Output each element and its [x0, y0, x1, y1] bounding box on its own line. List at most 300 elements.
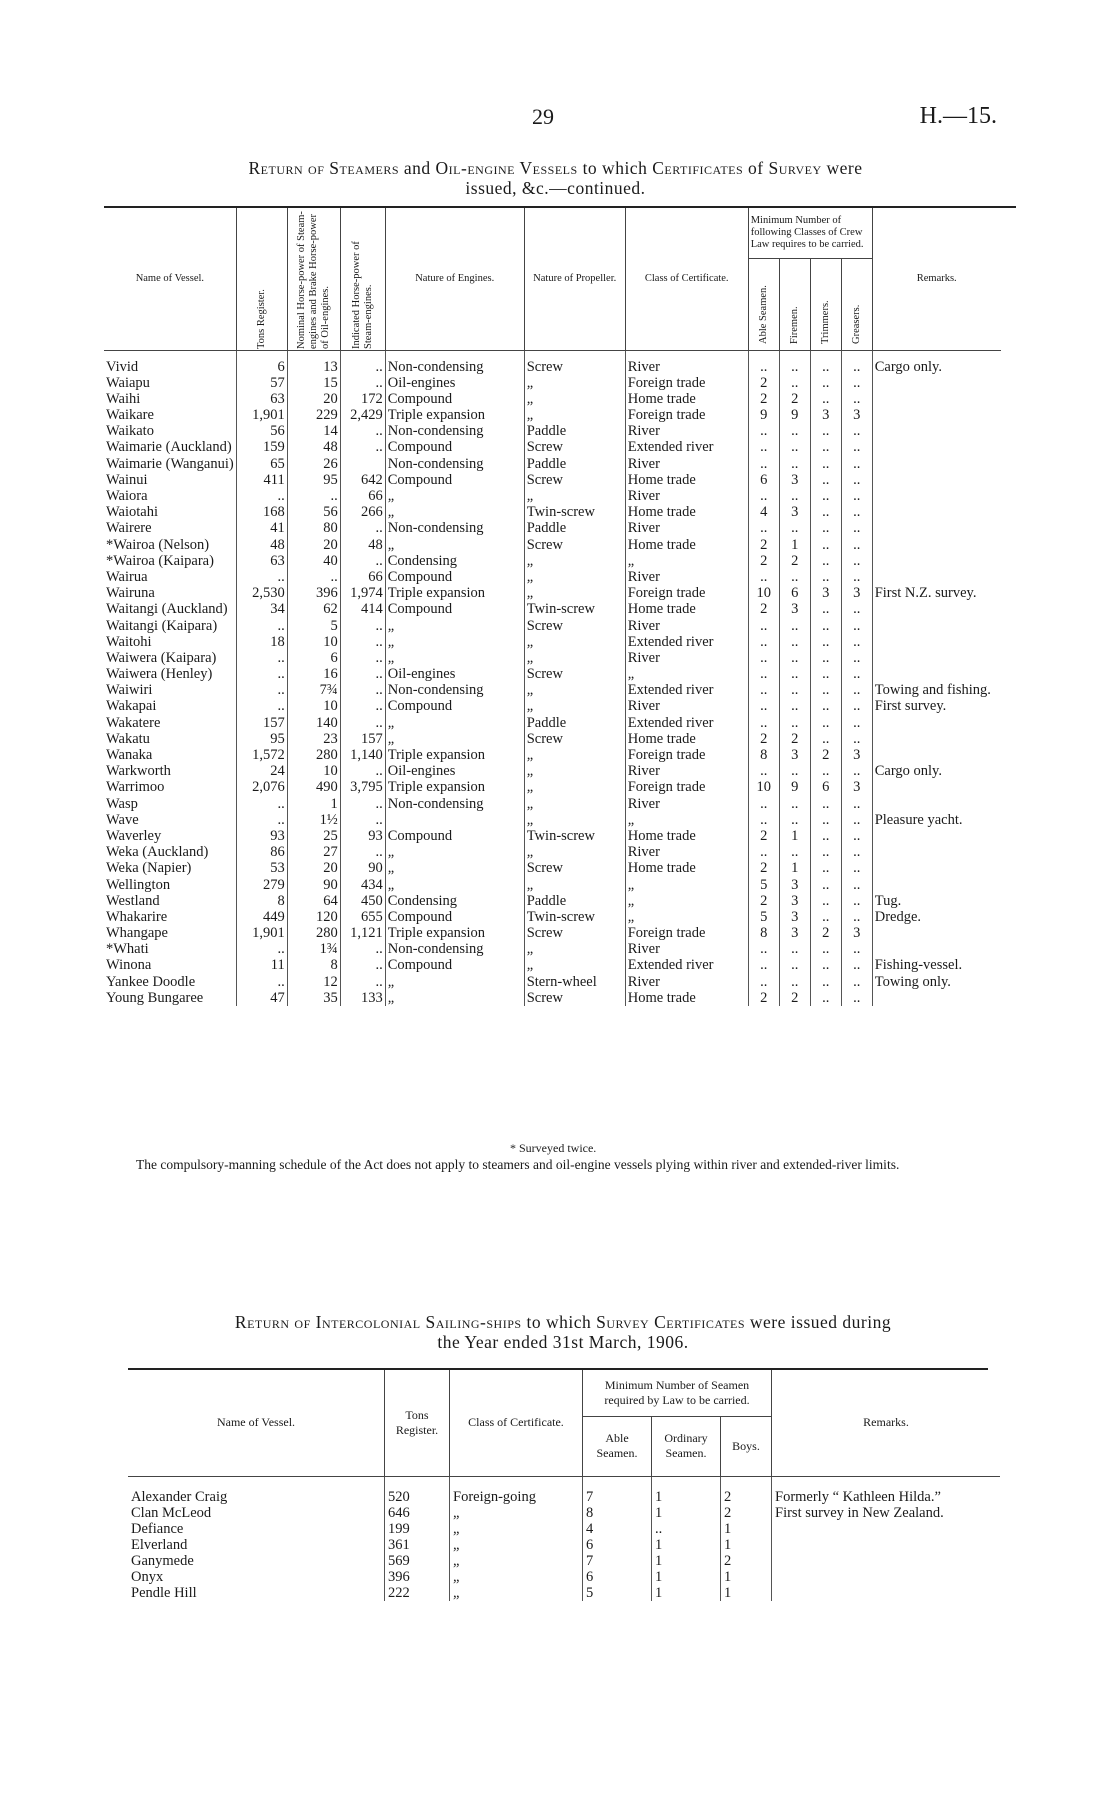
table-row: [104, 439, 1001, 455]
table-cell: Non-condensing: [385, 796, 524, 812]
table-cell: ..: [236, 682, 287, 698]
table-cell: Non-condensing: [385, 941, 524, 957]
table-cell: ..: [236, 569, 287, 585]
table-cell: ..: [841, 941, 872, 957]
table-cell: Waitangi (Auckland): [106, 601, 228, 618]
table-cell: „: [385, 504, 524, 520]
table-cell: ..: [652, 1521, 721, 1537]
table-cell: „: [524, 650, 625, 666]
table-cell: 450: [340, 893, 385, 909]
col-name: Name of Vessel.: [128, 1370, 385, 1476]
table-cell: [872, 537, 1001, 553]
table-cell: Home trade: [625, 731, 748, 747]
table-row: [104, 796, 1001, 812]
table-cell: 90: [287, 877, 340, 893]
table-cell: 655: [340, 909, 385, 925]
table-cell: Non-condensing: [385, 520, 524, 536]
table-cell: Condensing: [385, 553, 524, 569]
title-part: Return of Steamers: [248, 158, 399, 178]
table-cell: Screw: [524, 618, 625, 634]
table-cell: 2: [748, 860, 779, 876]
table-cell: „: [524, 812, 625, 828]
table-cell: ..: [810, 877, 841, 893]
table-cell: ..: [748, 957, 779, 973]
table-cell: 2: [779, 391, 810, 407]
table-cell: Triple expansion: [385, 747, 524, 763]
table-cell: ..: [810, 909, 841, 925]
table-cell: Young Bungaree: [106, 989, 204, 1006]
table-cell: ..: [748, 698, 779, 714]
table-cell: [872, 860, 1001, 876]
table-cell: 23: [287, 731, 340, 747]
table-cell: 8: [287, 957, 340, 973]
table-cell: Home trade: [625, 472, 748, 488]
table-cell: ..: [340, 796, 385, 812]
table-cell: ..: [340, 682, 385, 698]
table-row: [128, 1553, 1000, 1569]
table-cell: „: [450, 1521, 583, 1537]
table-cell: First survey.: [872, 698, 1001, 714]
table-cell: [872, 828, 1001, 844]
table-cell: Compound: [385, 439, 524, 455]
col-ordinary: Ordinary Seamen.: [652, 1416, 721, 1476]
table-cell: Home trade: [625, 601, 748, 617]
table-cell: ..: [340, 666, 385, 682]
table-cell: „: [385, 634, 524, 650]
table-cell: „: [385, 715, 524, 731]
table-cell: Oil-engines: [385, 375, 524, 391]
table-cell: ..: [340, 439, 385, 455]
table-cell: „: [385, 618, 524, 634]
table-cell: ..: [841, 520, 872, 536]
table-row: [104, 731, 1001, 747]
table-cell: Extended river: [625, 715, 748, 731]
table-cell: ..: [841, 553, 872, 569]
table-cell: Extended river: [625, 439, 748, 455]
table-cell: 9: [779, 407, 810, 423]
table-cell: ..: [841, 504, 872, 520]
table-cell: 3: [841, 925, 872, 941]
table-cell: River: [625, 844, 748, 860]
table-cell: 569: [385, 1553, 450, 1569]
table-cell: 1: [721, 1521, 772, 1537]
table-cell: 1: [721, 1569, 772, 1585]
table-cell: ..: [779, 350, 810, 375]
table-cell: „: [385, 844, 524, 860]
table-cell: [772, 1585, 1001, 1601]
sailing-body: [128, 1476, 1000, 1601]
table-cell: Non-condensing: [385, 456, 524, 472]
table-cell: Waiotahi: [106, 504, 158, 521]
table-row: [104, 504, 1001, 520]
table-row: [104, 472, 1001, 488]
table-cell: ..: [340, 350, 385, 375]
table-cell: 86: [236, 844, 287, 860]
table-cell: 1: [721, 1585, 772, 1601]
table-cell: „: [385, 731, 524, 747]
steamers-body: [104, 350, 1001, 1006]
table-cell: ..: [841, 763, 872, 779]
table-cell: Foreign trade: [625, 585, 748, 601]
table-cell: Foreign-going: [450, 1476, 583, 1505]
table-cell: ..: [841, 909, 872, 925]
table-cell: ..: [340, 957, 385, 973]
table-cell: ..: [340, 423, 385, 439]
table-cell: [872, 844, 1001, 860]
table-cell: Compound: [385, 569, 524, 585]
table-cell: 2,429: [340, 407, 385, 423]
table-cell: ..: [810, 974, 841, 990]
col-able: Able Seamen.: [748, 258, 779, 350]
title-part: of: [748, 158, 764, 178]
table-cell: „: [385, 877, 524, 893]
table-row: [104, 350, 1001, 375]
table-cell: Stern-wheel: [524, 974, 625, 990]
table-cell: [872, 779, 1001, 795]
title-part: were: [826, 158, 863, 178]
table-cell: [872, 634, 1001, 650]
col-propeller: Nature of Propeller.: [524, 208, 625, 350]
table-cell: Home trade: [625, 537, 748, 553]
table-cell: 157: [236, 715, 287, 731]
table-cell: „: [524, 569, 625, 585]
table-cell: 3: [810, 407, 841, 423]
table-cell: „: [524, 553, 625, 569]
table-cell: 159: [236, 439, 287, 455]
table-row: [104, 812, 1001, 828]
table-cell: ..: [779, 520, 810, 536]
table-cell: Extended river: [625, 634, 748, 650]
table-cell: 1¾: [287, 941, 340, 957]
table-cell: ..: [810, 439, 841, 455]
table-cell: ..: [810, 537, 841, 553]
table-cell: ..: [841, 650, 872, 666]
table-cell: 3: [841, 779, 872, 795]
table-cell: Compound: [385, 698, 524, 714]
table-cell: „: [385, 488, 524, 504]
table-cell: 20: [287, 537, 340, 553]
table-cell: Pleasure yacht.: [872, 812, 1001, 828]
table-row: [104, 941, 1001, 957]
table-cell: [872, 796, 1001, 812]
table-cell: ..: [236, 666, 287, 682]
table-cell: Screw: [524, 537, 625, 553]
table-cell: River: [625, 520, 748, 536]
table-cell: ..: [340, 650, 385, 666]
table-cell: 26: [287, 456, 340, 472]
table-cell: River: [625, 698, 748, 714]
table-cell: [872, 747, 1001, 763]
table-cell: Waiwera (Henley): [106, 666, 213, 683]
manning-note: The compulsory-manning schedule of the Act does not apply to steamers and oil-engine vessels plying within river and extended-river limits.: [136, 1157, 900, 1172]
table-cell: 3: [841, 747, 872, 763]
table-cell: [872, 423, 1001, 439]
table-cell: Screw: [524, 860, 625, 876]
table-row: [104, 974, 1001, 990]
table-cell: [340, 456, 385, 472]
table-cell: Wasp: [106, 795, 138, 812]
table-row: [104, 488, 1001, 504]
table-cell: Whangape: [106, 925, 168, 942]
table-cell: ..: [810, 844, 841, 860]
table-cell: ..: [841, 472, 872, 488]
table-cell: 57: [236, 375, 287, 391]
table-cell: ..: [841, 828, 872, 844]
table-cell: Twin-screw: [524, 504, 625, 520]
table-cell: Wairuna: [106, 585, 155, 602]
table-cell: River: [625, 796, 748, 812]
table-cell: 2: [748, 601, 779, 617]
table-cell: 2: [779, 731, 810, 747]
table-cell: Wairere: [106, 520, 152, 537]
table-cell: [772, 1553, 1001, 1569]
page-reference: H.—15.: [919, 103, 997, 129]
table-cell: 10: [287, 634, 340, 650]
table-cell: ..: [810, 601, 841, 617]
table-cell: 16: [287, 666, 340, 682]
table-cell: 2: [748, 893, 779, 909]
table-cell: Waitangi (Kaipara): [106, 617, 218, 634]
table-cell: 3: [779, 747, 810, 763]
table-cell: 12: [287, 974, 340, 990]
table-cell: 27: [287, 844, 340, 860]
table-cell: 66: [340, 488, 385, 504]
table-cell: 646: [385, 1505, 450, 1521]
table-row: [104, 747, 1001, 763]
table-cell: Compound: [385, 909, 524, 925]
table-cell: 434: [340, 877, 385, 893]
table-cell: 2: [748, 731, 779, 747]
table-cell: 172: [340, 391, 385, 407]
table-cell: ..: [810, 957, 841, 973]
table-cell: Waiwera (Kaipara): [106, 649, 217, 666]
table-cell: 3: [779, 909, 810, 925]
table-cell: ..: [748, 974, 779, 990]
table-cell: Waitohi: [106, 633, 152, 650]
table-cell: River: [625, 423, 748, 439]
table-cell: ..: [841, 537, 872, 553]
table-cell: 414: [340, 601, 385, 617]
table-cell: ..: [779, 796, 810, 812]
table-cell: 3,795: [340, 779, 385, 795]
table-cell: 3: [810, 585, 841, 601]
table-cell: „: [524, 585, 625, 601]
table-cell: 396: [385, 1569, 450, 1585]
table-cell: Paddle: [524, 715, 625, 731]
table-cell: ..: [748, 763, 779, 779]
table-cell: Paddle: [524, 893, 625, 909]
col-engines: Nature of Engines.: [385, 208, 524, 350]
table-cell: ..: [841, 439, 872, 455]
table-cell: ..: [810, 423, 841, 439]
table-row: [104, 893, 1001, 909]
table-cell: ..: [810, 350, 841, 375]
title-part: were issued during: [749, 1312, 892, 1332]
table-cell: ..: [810, 650, 841, 666]
sailing-title: [133, 1312, 993, 1352]
table-cell: ..: [841, 350, 872, 375]
table-cell: Twin-screw: [524, 601, 625, 617]
table-cell: Onyx: [131, 1568, 164, 1585]
table-cell: ..: [841, 618, 872, 634]
table-cell: Twin-screw: [524, 828, 625, 844]
table-cell: ..: [810, 698, 841, 714]
col-trimmers: Trimmers.: [810, 258, 841, 350]
table-cell: „: [524, 747, 625, 763]
table-cell: 6: [748, 472, 779, 488]
table-cell: 396: [287, 585, 340, 601]
table-cell: Triple expansion: [385, 585, 524, 601]
table-row: [104, 682, 1001, 698]
table-row: [104, 860, 1001, 876]
table-cell: „: [524, 957, 625, 973]
table-cell: ..: [748, 350, 779, 375]
table-cell: Towing and fishing.: [872, 682, 1001, 698]
table-row: [128, 1476, 1000, 1505]
table-cell: 1: [779, 828, 810, 844]
table-cell: [385, 812, 524, 828]
table-cell: ..: [841, 375, 872, 391]
table-cell: ..: [748, 488, 779, 504]
col-remarks: Remarks.: [872, 208, 1001, 350]
table-cell: 1: [779, 537, 810, 553]
table-cell: „: [450, 1569, 583, 1585]
table-cell: 279: [236, 877, 287, 893]
table-cell: „: [625, 893, 748, 909]
table-cell: Wanaka: [106, 747, 153, 763]
table-cell: Paddle: [524, 520, 625, 536]
table-cell: 34: [236, 601, 287, 617]
table-cell: Non-condensing: [385, 423, 524, 439]
table-cell: „: [450, 1505, 583, 1521]
sailing-table: [128, 1370, 1000, 1601]
table-cell: ..: [810, 763, 841, 779]
table-cell: Condensing: [385, 893, 524, 909]
table-cell: „: [385, 650, 524, 666]
table-cell: ..: [236, 698, 287, 714]
table-cell: „: [450, 1537, 583, 1553]
table-cell: ..: [841, 957, 872, 973]
table-cell: ..: [810, 569, 841, 585]
table-cell: Cargo only.: [872, 350, 1001, 375]
col-tons: Tons Register.: [236, 208, 287, 350]
table-cell: ..: [779, 715, 810, 731]
table-cell: „: [625, 812, 748, 828]
table-cell: 8: [748, 925, 779, 941]
table-cell: ..: [841, 860, 872, 876]
table-cell: River: [625, 941, 748, 957]
table-cell: ..: [236, 488, 287, 504]
title-part: to which: [526, 1312, 592, 1332]
table-cell: „: [524, 682, 625, 698]
col-nominal: Nominal Horse-power of Steam-engines and Brake Horse-power of Oil-engines.: [287, 208, 340, 350]
table-cell: ..: [841, 796, 872, 812]
table-cell: 133: [340, 990, 385, 1006]
table-cell: ..: [841, 990, 872, 1006]
table-cell: Wellington: [106, 876, 171, 893]
table-cell: 3: [779, 877, 810, 893]
table-cell: 13: [287, 350, 340, 375]
table-cell: Defiance: [131, 1520, 184, 1537]
table-cell: Wakatu: [106, 730, 150, 747]
table-cell: 53: [236, 860, 287, 876]
table-cell: Waiora: [106, 488, 148, 504]
table-cell: 1: [652, 1553, 721, 1569]
title-part: Oil-engine Vessels: [435, 158, 578, 178]
table-cell: Oil-engines: [385, 763, 524, 779]
table-cell: „: [625, 553, 748, 569]
table-cell: ..: [748, 715, 779, 731]
table-cell: 222: [385, 1585, 450, 1601]
table-cell: 35: [287, 990, 340, 1006]
table-cell: ..: [236, 812, 287, 828]
table-cell: Warrimoo: [106, 779, 165, 796]
table-row: [128, 1505, 1000, 1521]
col-greasers: Greasers.: [841, 258, 872, 350]
table-cell: 3: [841, 407, 872, 423]
table-cell: „: [524, 844, 625, 860]
table-cell: [872, 618, 1001, 634]
table-cell: Screw: [524, 350, 625, 375]
table-row: [104, 877, 1001, 893]
table-cell: [872, 569, 1001, 585]
table-cell: [872, 666, 1001, 682]
table-cell: 2: [779, 990, 810, 1006]
table-cell: Triple expansion: [385, 779, 524, 795]
table-row: [104, 666, 1001, 682]
table-cell: Foreign trade: [625, 779, 748, 795]
table-cell: ..: [810, 391, 841, 407]
table-cell: 7¾: [287, 682, 340, 698]
table-row: [104, 601, 1001, 617]
table-cell: 1: [779, 860, 810, 876]
table-row: [104, 844, 1001, 860]
table-cell: Screw: [524, 990, 625, 1006]
table-cell: Towing only.: [872, 974, 1001, 990]
table-cell: 10: [748, 585, 779, 601]
table-cell: Wainui: [106, 471, 148, 488]
title-part: Return of Intercolonial Sailing-ships: [234, 1312, 522, 1332]
table-cell: ..: [340, 634, 385, 650]
table-cell: 361: [385, 1537, 450, 1553]
table-cell: Pendle Hill: [131, 1584, 197, 1601]
table-cell: ..: [779, 698, 810, 714]
table-cell: 490: [287, 779, 340, 795]
table-cell: ..: [841, 488, 872, 504]
table-cell: [872, 925, 1001, 941]
table-row: [104, 925, 1001, 941]
table-cell: Home trade: [625, 828, 748, 844]
table-cell: Waverley: [106, 827, 162, 844]
table-cell: ..: [810, 375, 841, 391]
table-cell: 5: [748, 877, 779, 893]
col-name: Name of Vessel.: [104, 208, 236, 350]
table-cell: Non-condensing: [385, 350, 524, 375]
table-cell: 47: [236, 990, 287, 1006]
table-cell: ..: [236, 941, 287, 957]
page-number: 29: [532, 104, 554, 129]
table-cell: 2: [748, 553, 779, 569]
table-cell: „: [385, 990, 524, 1006]
table-cell: 7: [583, 1476, 652, 1505]
title-part: Survey: [768, 158, 822, 178]
table-cell: „: [524, 488, 625, 504]
table-cell: ..: [340, 553, 385, 569]
table-cell: ..: [236, 796, 287, 812]
table-row: [104, 618, 1001, 634]
table-row: [104, 698, 1001, 714]
table-cell: „: [524, 763, 625, 779]
